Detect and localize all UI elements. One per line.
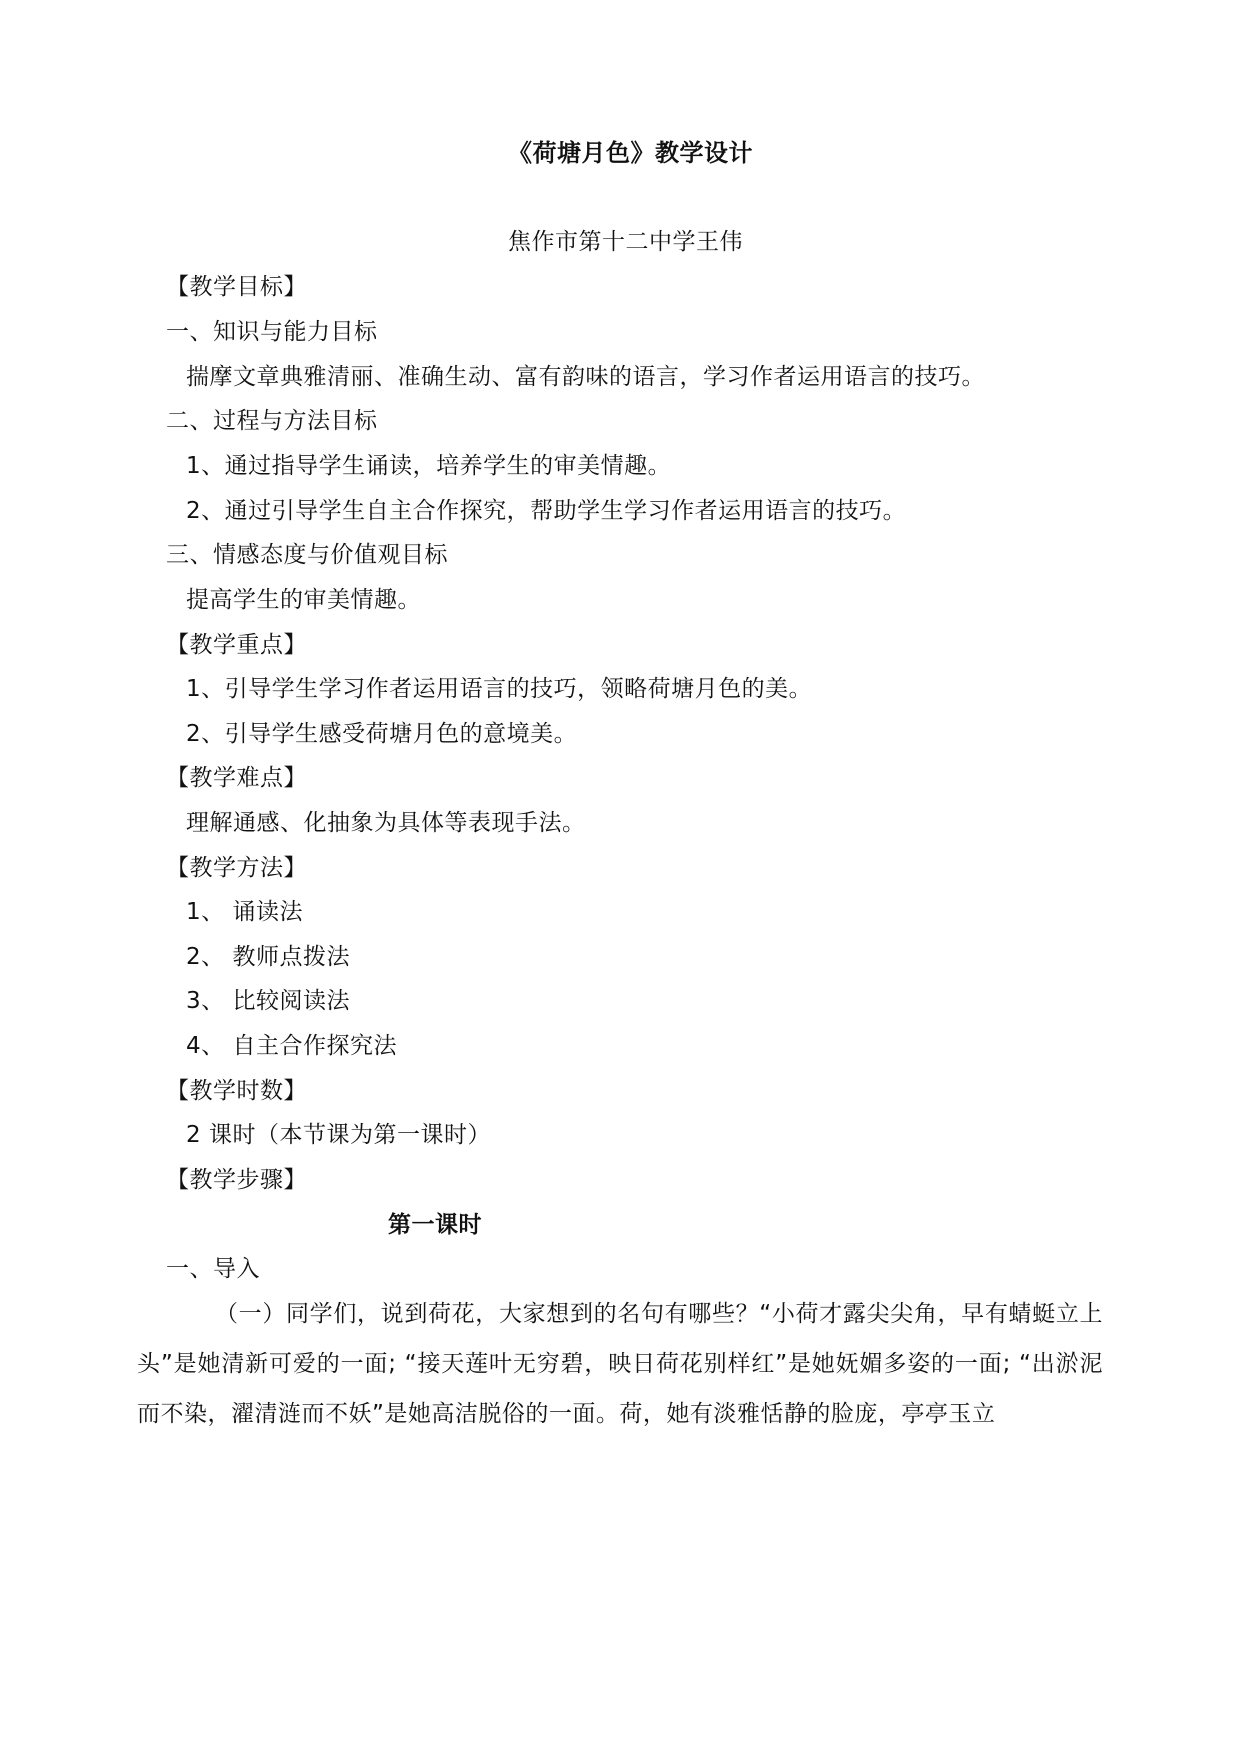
author-line: 焦作市第十二中学王伟 (508, 229, 743, 255)
objective-2-heading: 二、过程与方法目标 (166, 408, 378, 434)
objective-2-item-2: 2、通过引导学生自主合作探究，帮助学生学习作者运用语言的技巧。 (186, 498, 907, 524)
objective-3-heading: 三、情感态度与价值观目标 (166, 542, 448, 568)
lesson-heading: 第一课时 (388, 1212, 482, 1238)
section-heading-hours: 【教学时数】 (166, 1078, 307, 1104)
document-title: 《荷塘月色》教学设计 (508, 139, 753, 167)
method-item-3: 3、 比较阅读法 (186, 988, 350, 1014)
objective-1-text: 揣摩文章典雅清丽、准确生动、富有韵味的语言，学习作者运用语言的技巧。 (186, 364, 985, 390)
objective-3-text: 提高学生的审美情趣。 (186, 587, 421, 613)
intro-paragraph: （一）同学们，说到荷花，大家想到的名句有哪些？“小荷才露尖尖角，早有蜻蜓立上头”是她清新可爱的一面; “接天莲叶无穷碧，映日荷花别样红”是她妩媚多姿的一面; “出淤泥而不染，濯清涟而不妖”是她高洁脱俗的一面。荷，她有淡雅恬静的脸庞，亭亭玉立 (137, 1301, 1103, 1427)
intro-heading: 一、导入 (166, 1256, 260, 1282)
key-point-item-2: 2、引导学生感受荷塘月色的意境美。 (186, 721, 578, 747)
section-heading-steps: 【教学步骤】 (166, 1167, 307, 1193)
section-heading-key-points: 【教学重点】 (166, 632, 307, 658)
key-point-item-1: 1、引导学生学习作者运用语言的技巧，领略荷塘月色的美。 (186, 676, 813, 702)
difficulty-text: 理解通感、化抽象为具体等表现手法。 (186, 810, 586, 836)
objective-1-heading: 一、知识与能力目标 (166, 319, 378, 345)
hours-text: 2 课时（本节课为第一课时） (186, 1122, 491, 1148)
method-item-1: 1、 诵读法 (186, 899, 303, 925)
section-heading-objectives: 【教学目标】 (166, 274, 307, 300)
section-heading-methods: 【教学方法】 (166, 855, 307, 881)
method-item-4: 4、 自主合作探究法 (186, 1033, 397, 1059)
section-heading-difficulties: 【教学难点】 (166, 765, 307, 791)
method-item-2: 2、 教师点拨法 (186, 944, 350, 970)
objective-2-item-1: 1、通过指导学生诵读，培养学生的审美情趣。 (186, 453, 672, 479)
